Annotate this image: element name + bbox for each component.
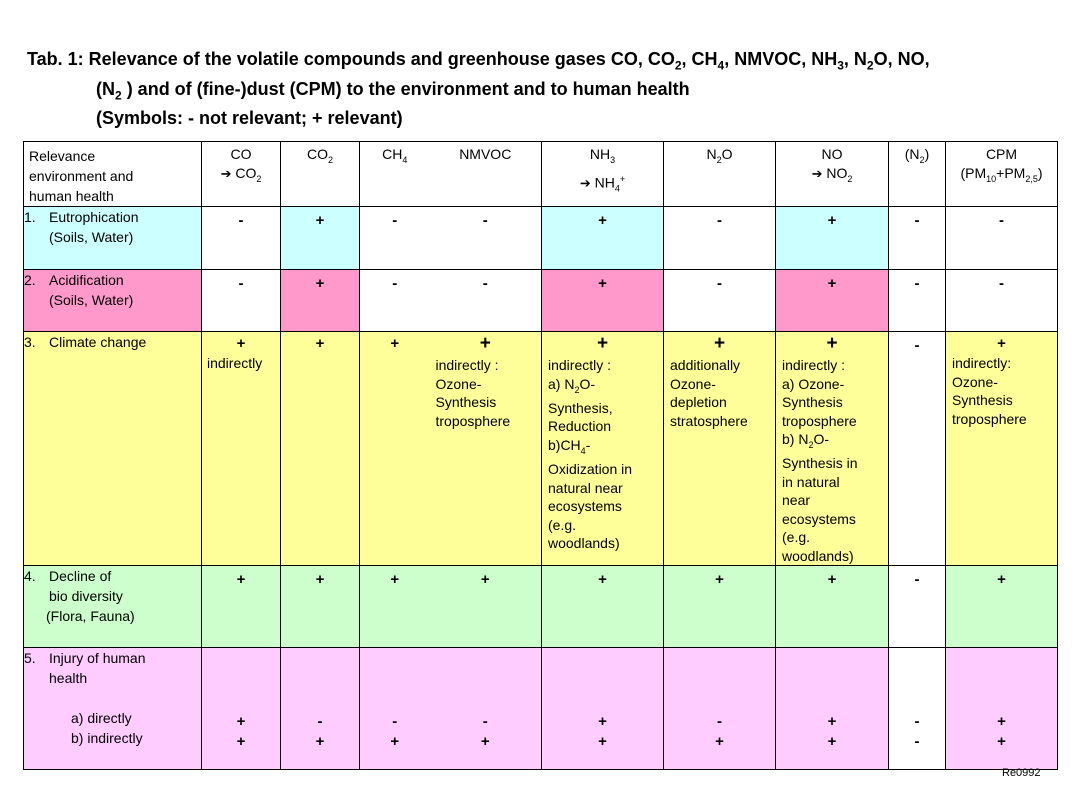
relevance-table xyxy=(23,141,1058,770)
cell xyxy=(281,566,360,648)
cell xyxy=(360,332,430,566)
note-text: (e.g. xyxy=(548,516,577,533)
row-title: Climate change xyxy=(49,334,147,350)
row-climate-change xyxy=(24,332,1058,566)
note-text: indirectly: xyxy=(952,355,1012,371)
symbol: - xyxy=(392,212,398,229)
cell xyxy=(776,270,889,332)
symbol: + xyxy=(315,335,325,352)
note-text: a) N xyxy=(548,375,575,392)
note-text: Synthesis xyxy=(952,392,1013,408)
row-label xyxy=(24,332,202,566)
symbol: - xyxy=(482,212,488,229)
header-text: NH xyxy=(594,174,615,191)
symbol: - xyxy=(317,713,323,731)
title-text: , CH xyxy=(681,49,718,69)
header-nh3: $NH_3$ ➔ $NH_4^+$ xyxy=(542,142,664,207)
symbol: - xyxy=(914,337,920,354)
header-text: CO xyxy=(235,165,257,181)
note-text: near xyxy=(782,492,811,509)
row-number: 5. xyxy=(24,650,36,667)
note-text: Synthesis xyxy=(782,394,843,410)
note-text: Synthesis, xyxy=(548,399,613,416)
title-text: (N xyxy=(96,78,115,99)
note-text: ecosystems xyxy=(782,510,856,527)
arrow-icon: ➔ xyxy=(579,175,591,191)
title-text: Tab. 1: Relevance of the volatile compounds and greenhouse gases CO, CO xyxy=(27,49,675,69)
cell xyxy=(430,332,542,566)
header-text: Relevance xyxy=(29,148,96,164)
symbol: + xyxy=(713,333,726,354)
cell xyxy=(281,332,360,566)
cell xyxy=(776,207,889,270)
row-subtitle: a) directly xyxy=(71,710,132,727)
note-text: Reduction xyxy=(548,418,612,435)
cell xyxy=(281,648,360,770)
cell xyxy=(281,207,360,270)
row-number: 3. xyxy=(24,334,36,350)
cell: + indirectly : a) $N_2O-$ Synthesis, Reduction $b)CH_4-$ Oxidization in natural near ecosystems (e.g. woodlands) xyxy=(542,332,664,566)
note-text: troposphere xyxy=(952,410,1027,427)
symbol: - xyxy=(914,275,920,292)
cell xyxy=(776,648,889,770)
symbol: + xyxy=(315,212,325,229)
cell xyxy=(360,566,430,648)
arrow-icon: ➔ xyxy=(220,166,232,181)
symbol: - xyxy=(999,275,1004,292)
cell xyxy=(776,566,889,648)
note-text: troposphere xyxy=(435,412,511,429)
symbol: - xyxy=(914,713,920,731)
cell xyxy=(946,332,1058,566)
symbol: + xyxy=(236,571,246,589)
cell xyxy=(281,270,360,332)
note-text: O- xyxy=(813,431,830,447)
cell xyxy=(360,207,430,270)
note-text: woodlands) xyxy=(548,535,620,552)
cell xyxy=(889,648,946,770)
symbol: + xyxy=(715,571,724,589)
header-relevance xyxy=(24,142,202,207)
symbol: - xyxy=(717,713,722,731)
symbol: + xyxy=(997,335,1006,352)
cell xyxy=(889,566,946,648)
title-text: , N xyxy=(843,49,867,69)
row-eutrophication xyxy=(24,207,1058,270)
header-text: environment and xyxy=(29,168,134,184)
symbol: + xyxy=(236,713,246,731)
row-subtitle: b) indirectly xyxy=(71,730,143,747)
row-number: 1. xyxy=(24,209,36,225)
row-subtitle: (Soils, Water) xyxy=(49,292,134,308)
symbol: - xyxy=(482,275,488,292)
row-number: 2. xyxy=(24,272,36,288)
symbol: + xyxy=(598,212,607,229)
symbol: + xyxy=(390,733,400,751)
title-text: ) and of (fine-)dust (CPM) to the environment and to human health xyxy=(121,78,690,99)
symbol: + xyxy=(826,333,838,354)
header-cpm: CPM $(PM_{10}+PM_{2,5})$ xyxy=(946,142,1058,207)
header-n2o: $N_2O$ xyxy=(664,142,776,207)
header-n2: $(N_2)$ xyxy=(889,142,946,207)
row-title: Eutrophication xyxy=(49,209,139,225)
row-number: 4. xyxy=(24,568,36,585)
header-text: ) xyxy=(924,146,930,162)
cell xyxy=(946,648,1058,770)
row-label xyxy=(24,648,202,770)
note-text: b)CH xyxy=(548,436,581,453)
symbols-legend: (Symbols: - not relevant; + relevant) xyxy=(96,108,403,129)
header-co2: $CO_2$ xyxy=(281,142,360,207)
row-title: Acidification xyxy=(49,272,124,288)
symbol: + xyxy=(598,571,607,589)
row-label xyxy=(24,270,202,332)
cell xyxy=(946,207,1058,270)
header-text: N xyxy=(706,146,717,162)
symbol: + xyxy=(715,733,724,751)
cell xyxy=(430,270,542,332)
cell: + indirectly : a) Ozone- Synthesis troposphere b) $N_2O-$ Synthesis in in natural near ecosystems (e.g. woodlands) xyxy=(776,332,889,566)
cell xyxy=(360,648,430,770)
header-no: NO ➔ $NO_2$ xyxy=(776,142,889,207)
symbol: + xyxy=(997,571,1006,589)
header-text: NO xyxy=(821,146,843,162)
row-human-health xyxy=(24,648,1058,770)
cell xyxy=(360,270,430,332)
cell xyxy=(542,207,664,270)
cell xyxy=(542,648,664,770)
note-text: indirectly : xyxy=(435,357,499,373)
row-label xyxy=(24,566,202,648)
header-text: ) xyxy=(1037,165,1043,181)
note-text: in natural xyxy=(782,473,840,490)
row-acidification xyxy=(24,270,1058,332)
symbol: - xyxy=(238,212,244,229)
symbol: - xyxy=(914,733,920,751)
symbol: + xyxy=(480,571,490,589)
symbol: + xyxy=(315,275,325,292)
table-title: Tab. 1: Relevance of the volatile compounds and greenhouse gases CO, $CO_2$, $CH_4$, NMVOC, $NH_3$, $N_2O$, NO, ($N_2$ ) and of (fine-)dust (CPM) to the environment and to human health (Symbols: - not relevant; + relevant) xyxy=(27,49,930,129)
header-row xyxy=(24,142,1058,207)
cell xyxy=(664,270,776,332)
note-text: indirectly : xyxy=(782,357,846,373)
symbol: + xyxy=(997,733,1006,751)
symbol: + xyxy=(315,571,325,589)
note-text: Synthesis in xyxy=(782,455,858,472)
row-title: health xyxy=(49,670,88,687)
note-text: (e.g. xyxy=(782,529,811,546)
row-subtitle: (Soils, Water) xyxy=(49,229,134,245)
note-text: a) Ozone- xyxy=(782,375,845,392)
note-text: Synthesis xyxy=(435,394,497,410)
note-text: additionally xyxy=(670,357,741,373)
symbol: - xyxy=(392,713,398,731)
note-text: indirectly xyxy=(207,355,263,371)
symbol: - xyxy=(482,713,488,731)
document-code: Re0992 xyxy=(1002,767,1041,779)
cell xyxy=(542,270,664,332)
row-title: Injury of human xyxy=(49,650,146,667)
title-text: , NMVOC, NH xyxy=(724,49,838,69)
header-ch4: $CH_4$ xyxy=(360,142,430,207)
note-text: indirectly : xyxy=(548,357,612,373)
header-text: CO xyxy=(306,146,328,162)
cell xyxy=(202,332,281,566)
note-text: Oxidization in xyxy=(548,461,633,478)
cell xyxy=(202,207,281,270)
cell xyxy=(664,207,776,270)
cell xyxy=(202,648,281,770)
symbol: + xyxy=(236,733,246,751)
symbol: - xyxy=(914,212,920,229)
symbol: - xyxy=(999,212,1004,229)
cell xyxy=(946,566,1058,648)
note-text: Ozone- xyxy=(952,373,998,390)
symbol: - xyxy=(717,275,722,292)
note-text: Ozone- xyxy=(670,375,716,392)
symbol: + xyxy=(827,212,837,229)
header-text: NO xyxy=(826,165,848,181)
header-nmvoc xyxy=(430,142,542,207)
cell xyxy=(889,270,946,332)
cell xyxy=(664,648,776,770)
cell xyxy=(664,332,776,566)
symbol: + xyxy=(598,275,607,292)
header-co: CO ➔ $CO_2$ xyxy=(202,142,281,207)
cell xyxy=(542,566,664,648)
symbol: + xyxy=(598,713,607,731)
header-text: NH xyxy=(589,146,611,162)
header-text: NMVOC xyxy=(459,146,512,162)
symbol: + xyxy=(479,333,491,354)
header-text: (N xyxy=(904,146,920,162)
symbol: + xyxy=(315,733,325,751)
note-text: ecosystems xyxy=(548,498,622,515)
symbol: + xyxy=(480,733,490,751)
note-text: stratosphere xyxy=(670,412,748,429)
cell xyxy=(889,332,946,566)
cell xyxy=(946,270,1058,332)
symbol: - xyxy=(717,212,722,229)
note-text: natural near xyxy=(548,479,623,496)
header-text: CPM xyxy=(985,146,1018,162)
note-text: - xyxy=(585,436,591,453)
symbol: + xyxy=(827,733,837,751)
note-text: b) N xyxy=(782,431,809,447)
cell xyxy=(430,207,542,270)
symbol: + xyxy=(598,733,607,751)
note-text: troposphere xyxy=(782,412,857,429)
header-text: CH xyxy=(382,146,403,162)
note-text: Ozone- xyxy=(435,375,482,392)
row-title: bio diversity xyxy=(49,588,123,605)
note-text: depletion xyxy=(670,394,727,410)
note-text: O- xyxy=(579,375,596,392)
symbol: + xyxy=(827,713,837,731)
cell xyxy=(202,566,281,648)
symbol: + xyxy=(997,713,1006,731)
row-bio-diversity xyxy=(24,566,1058,648)
symbol: + xyxy=(390,335,400,352)
header-text: (PM xyxy=(960,165,987,181)
symbol: + xyxy=(596,333,609,354)
symbol: - xyxy=(914,571,920,589)
symbol: + xyxy=(827,275,837,292)
symbol: + xyxy=(827,571,837,589)
row-title: Decline of xyxy=(49,568,112,585)
cell xyxy=(430,648,542,770)
row-label xyxy=(24,207,202,270)
row-subtitle: (Flora, Fauna) xyxy=(46,608,135,625)
symbol: - xyxy=(238,275,244,292)
cell xyxy=(664,566,776,648)
symbol: - xyxy=(392,275,398,292)
arrow-icon: ➔ xyxy=(811,166,823,181)
note-text: woodlands) xyxy=(782,547,854,564)
symbol: + xyxy=(390,571,400,589)
symbol: + xyxy=(236,335,246,352)
header-text: O xyxy=(721,146,733,162)
cell xyxy=(202,270,281,332)
header-text: +PM xyxy=(996,165,1026,181)
header-text: human health xyxy=(29,188,114,204)
cell xyxy=(889,207,946,270)
header-text: CO xyxy=(230,146,252,162)
cell xyxy=(430,566,542,648)
title-text: O, NO, xyxy=(873,49,930,69)
